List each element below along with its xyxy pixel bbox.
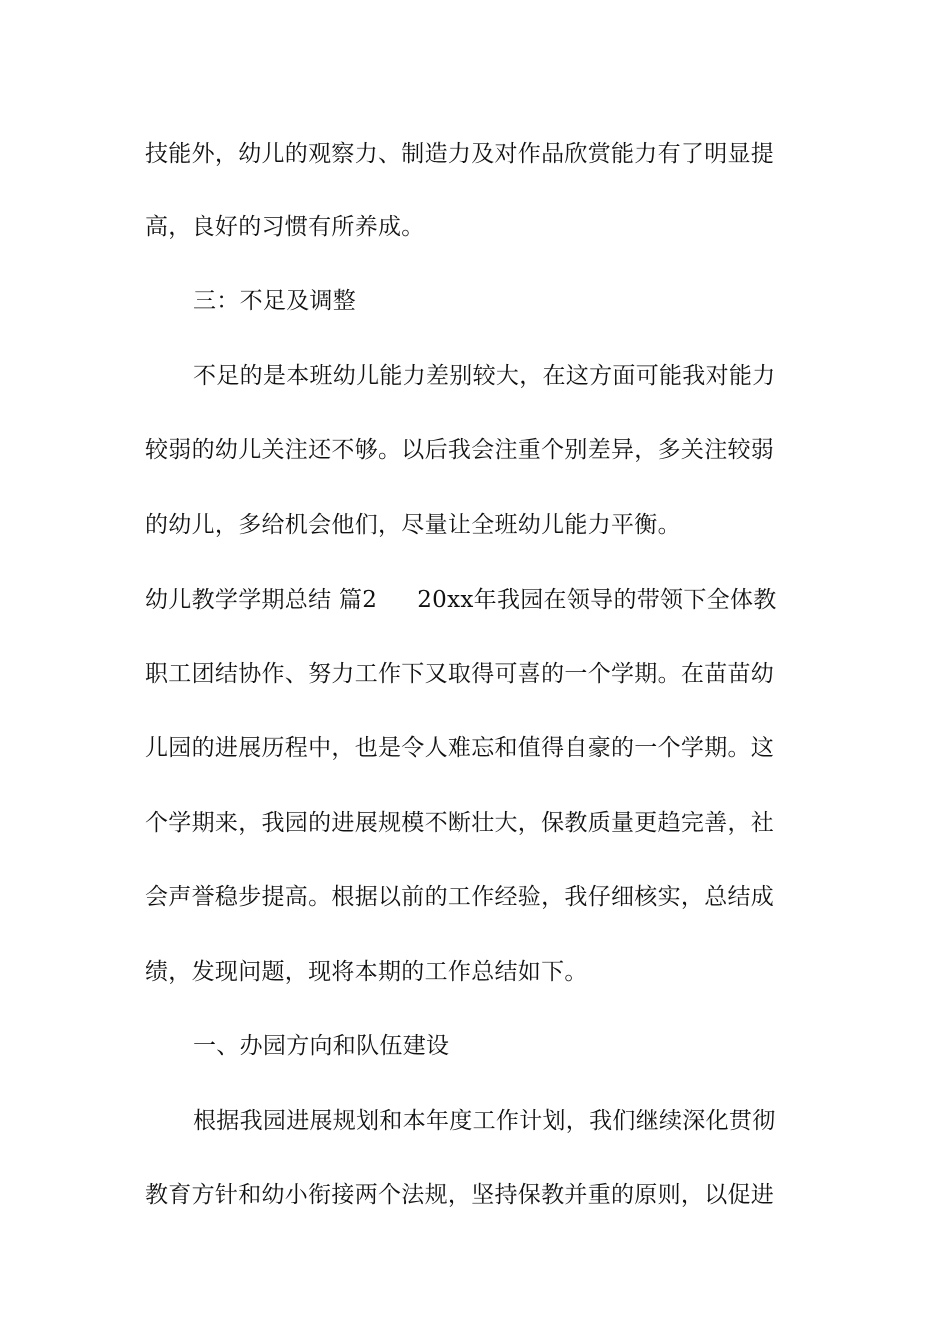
paragraph-line: 高，良好的习惯有所养成。 xyxy=(145,214,425,240)
paragraph-line: 技能外，幼儿的观察力、制造力及对作品欣赏能力有了明显提 xyxy=(145,141,775,167)
paragraph-line: 根据我园进展规划和本年度工作计划，我们继续深化贯彻 xyxy=(193,1108,776,1134)
paragraph-line: 教育方针和幼小衔接两个法规，坚持保教并重的原则，以促进 xyxy=(145,1182,775,1208)
article-title-line xyxy=(145,583,815,617)
section-heading: 三：不足及调整 xyxy=(193,288,357,314)
paragraph-start: 20xx年我园在领导的带领下全体教 xyxy=(417,587,777,613)
paragraph-line: 较弱的幼儿关注还不够。以后我会注重个别差异，多关注较弱 xyxy=(145,437,775,463)
paragraph-line: 不足的是本班幼儿能力差别较大，在这方面可能我对能力 xyxy=(193,363,776,389)
paragraph-line: 会声誉稳步提高。根据以前的工作经验，我仔细核实，总结成 xyxy=(145,884,775,910)
paragraph-line: 的幼儿，多给机会他们，尽量让全班幼儿能力平衡。 xyxy=(145,512,681,538)
article-title: 幼儿教学学期总结 篇2 xyxy=(145,587,378,613)
section-heading: 一、办园方向和队伍建设 xyxy=(193,1033,450,1059)
paragraph-line: 职工团结协作、努力工作下又取得可喜的一个学期。在苗苗幼 xyxy=(145,661,775,687)
paragraph-line: 绩，发现问题，现将本期的工作总结如下。 xyxy=(145,959,588,985)
paragraph-line: 儿园的进展历程中，也是令人难忘和值得自豪的一个学期。这 xyxy=(145,735,775,761)
paragraph-line: 个学期来，我园的进展规模不断壮大，保教质量更趋完善，社 xyxy=(145,810,775,836)
